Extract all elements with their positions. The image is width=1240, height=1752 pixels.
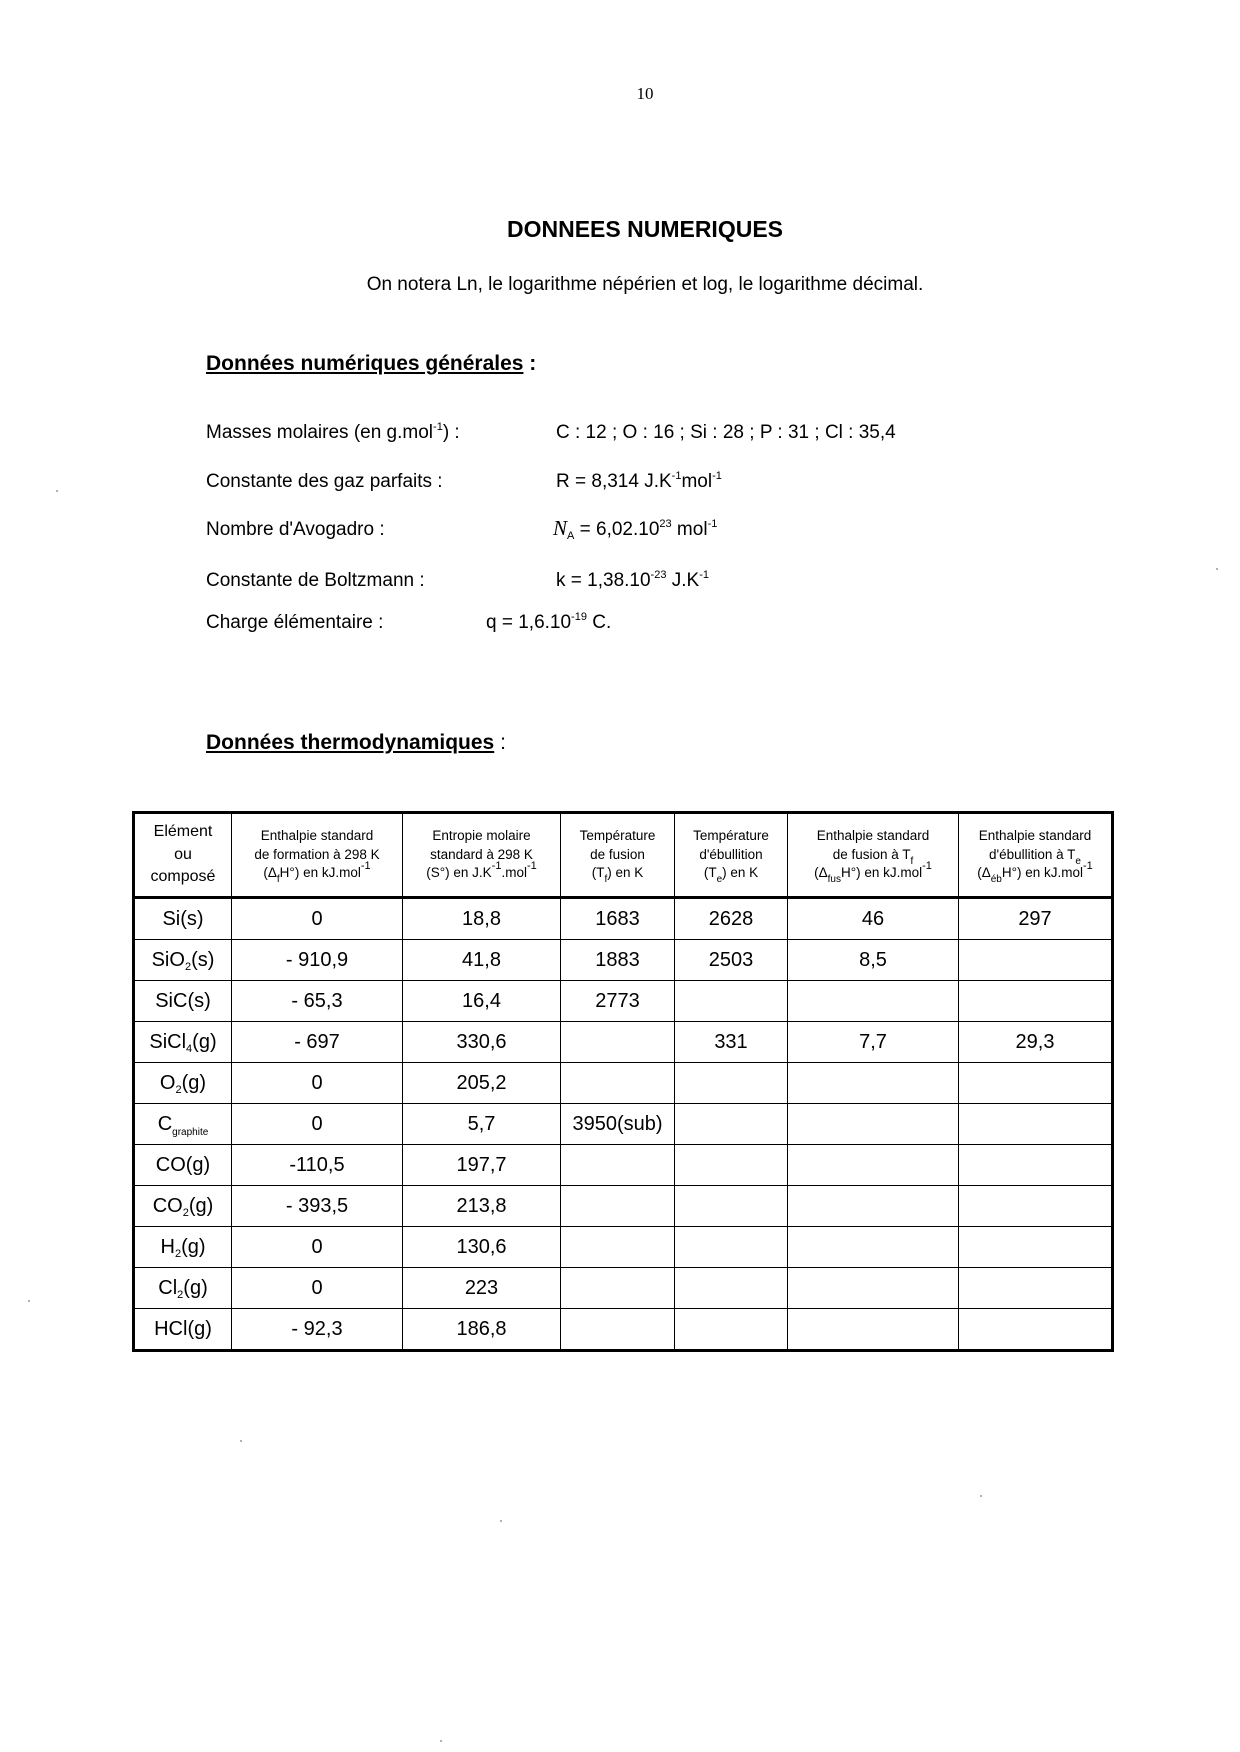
boiling-temperature-cell (675, 1309, 788, 1351)
scan-speck (980, 1495, 982, 1497)
boiling-temperature-cell (675, 1104, 788, 1145)
boiling-temperature-cell: 331 (675, 1022, 788, 1063)
formation-enthalpy-cell: -110,5 (232, 1145, 403, 1186)
compound-cell: $H_2(g)$ (134, 1227, 232, 1268)
formation-enthalpy-cell: 0 (232, 1104, 403, 1145)
header-molar-entropy: Entropie molaire standard à 298 K (S°) en $J.K^{-1}.mol^{-1}$ (403, 813, 561, 898)
compound-cell: SiCl$_4$(g) (134, 1022, 232, 1063)
fusion-temperature-cell (561, 1063, 675, 1104)
table-row (134, 1186, 1113, 1227)
fusion-temperature-cell: 2773 (561, 981, 675, 1022)
gas-constant-label: Constante des gaz parfaits : (206, 471, 443, 492)
molar-entropy-cell: 213,8 (403, 1186, 561, 1227)
formation-enthalpy-cell: - 910,9 (232, 940, 403, 981)
boiling-temperature-cell (675, 1145, 788, 1186)
boiling-enthalpy-cell (959, 940, 1113, 981)
thermodynamic-table (132, 811, 1114, 1352)
page-number: 10 (636, 84, 654, 103)
molar-entropy-cell: 41,8 (403, 940, 561, 981)
header-fusion-enthalpy: Enthalpie standard de fusion à $T_f$ $(\Delta_{fus}H^\circ)$ en kJ.mol$^{-1}$ (788, 813, 959, 898)
avogadro-value: $N_A = 6,02.10^{23}$ mol$^{-1}$ (553, 516, 718, 542)
boiling-enthalpy-cell: 29,3 (959, 1022, 1113, 1063)
molar-entropy-cell: 205,2 (403, 1063, 561, 1104)
molar-mass-value: C : 12 ; O : 16 ; Si : 28 ; P : 31 ; Cl : 35,4 (556, 422, 896, 443)
table-row (134, 940, 1113, 981)
header-formation-enthalpy: Enthalpie standard de formation à 298 K $(\Delta_fH^\circ)$ en kJ.mol$^{-1}$ (232, 813, 403, 898)
compound-cell: $O_2(g)$ (134, 1063, 232, 1104)
table-row (134, 1145, 1113, 1186)
fusion-temperature-cell (561, 1309, 675, 1351)
molar-entropy-cell: 223 (403, 1268, 561, 1309)
fusion-enthalpy-cell: 46 (788, 898, 959, 940)
molar-mass-label: Masses molaires (en g.mol$^{-1}$) : (206, 421, 460, 443)
formation-enthalpy-cell: 0 (232, 1268, 403, 1309)
formation-enthalpy-cell: - 92,3 (232, 1309, 403, 1351)
scan-speck (440, 1740, 442, 1742)
fusion-temperature-cell (561, 1268, 675, 1309)
compound-cell: SiO$_2$(s) (134, 940, 232, 981)
header-boiling-enthalpy: Enthalpie standard d'ébullition à $T_e$ $(\Delta_{éb}H^\circ)$ en kJ.mol$^{-1}$ (959, 813, 1113, 898)
boiling-enthalpy-cell (959, 1063, 1113, 1104)
table-row (134, 898, 1113, 940)
compound-cell: $CO_2(g)$ (134, 1186, 232, 1227)
table-row (134, 981, 1113, 1022)
scan-speck (500, 1520, 502, 1522)
boiling-temperature-cell (675, 1268, 788, 1309)
table-header-row (134, 813, 1113, 898)
header-boiling-temperature: Température d'ébullition $(T_e)$ en K (675, 813, 788, 898)
fusion-enthalpy-cell: 8,5 (788, 940, 959, 981)
fusion-enthalpy-cell (788, 1104, 959, 1145)
boiling-enthalpy-cell (959, 1186, 1113, 1227)
formation-enthalpy-cell: - 65,3 (232, 981, 403, 1022)
fusion-enthalpy-cell (788, 981, 959, 1022)
fusion-temperature-cell (561, 1022, 675, 1063)
scan-speck (1216, 568, 1218, 570)
formation-enthalpy-cell: 0 (232, 1227, 403, 1268)
boiling-temperature-cell (675, 1227, 788, 1268)
fusion-temperature-cell: 3950(sub) (561, 1104, 675, 1145)
boiling-enthalpy-cell (959, 1104, 1113, 1145)
compound-cell: $C_{graphite}$ (134, 1104, 232, 1145)
fusion-temperature-cell (561, 1186, 675, 1227)
thermo-data-heading: Données thermodynamiques : (206, 731, 506, 754)
boiling-enthalpy-cell (959, 1268, 1113, 1309)
boiling-temperature-cell (675, 1063, 788, 1104)
formation-enthalpy-cell: 0 (232, 898, 403, 940)
boiling-temperature-cell (675, 1186, 788, 1227)
molar-entropy-cell: 16,4 (403, 981, 561, 1022)
boiling-enthalpy-cell (959, 981, 1113, 1022)
fusion-enthalpy-cell: 7,7 (788, 1022, 959, 1063)
page-title: DONNEES NUMERIQUES (506, 216, 784, 242)
boiling-temperature-cell: 2628 (675, 898, 788, 940)
header-fusion-temperature: Température de fusion $(T_f)$ en K (561, 813, 675, 898)
fusion-enthalpy-cell (788, 1186, 959, 1227)
compound-cell: CO(g) (134, 1145, 232, 1186)
scan-speck (28, 1300, 30, 1302)
fusion-temperature-cell: 1683 (561, 898, 675, 940)
scan-speck (56, 490, 58, 492)
fusion-enthalpy-cell (788, 1063, 959, 1104)
table-row (134, 1227, 1113, 1268)
formation-enthalpy-cell: 0 (232, 1063, 403, 1104)
molar-entropy-cell: 5,7 (403, 1104, 561, 1145)
fusion-temperature-cell (561, 1227, 675, 1268)
compound-cell: Si(s) (134, 898, 232, 940)
boiling-temperature-cell (675, 981, 788, 1022)
table-row (134, 1104, 1113, 1145)
boiling-enthalpy-cell (959, 1227, 1113, 1268)
boiling-enthalpy-cell: 297 (959, 898, 1113, 940)
table-row (134, 1309, 1113, 1351)
fusion-temperature-cell: 1883 (561, 940, 675, 981)
fusion-temperature-cell (561, 1145, 675, 1186)
table-row (134, 1268, 1113, 1309)
boltzmann-value: $k = 1,38.10^{-23}$ $J.K^{-1}$ (556, 569, 709, 591)
fusion-enthalpy-cell (788, 1309, 959, 1351)
table-row (134, 1063, 1113, 1104)
boiling-enthalpy-cell (959, 1145, 1113, 1186)
elementary-charge-value: $q = 1,6.10^{-19}$ C. (486, 611, 612, 633)
scan-speck (240, 1440, 242, 1442)
compound-cell: HCl(g) (134, 1309, 232, 1351)
gas-constant-value: R = 8,314 $J.K^{-1}mol^{-1}$ (556, 470, 722, 492)
molar-entropy-cell: 18,8 (403, 898, 561, 940)
header-element: Elément ou composé (134, 813, 232, 898)
boltzmann-label: Constante de Boltzmann : (206, 570, 425, 591)
intro-text: On notera Ln, le logarithme népérien et log, le logarithme décimal. (366, 274, 924, 295)
molar-entropy-cell: 130,6 (403, 1227, 561, 1268)
formation-enthalpy-cell: - 393,5 (232, 1186, 403, 1227)
elementary-charge-label: Charge élémentaire : (206, 612, 384, 633)
boiling-temperature-cell: 2503 (675, 940, 788, 981)
avogadro-label: Nombre d'Avogadro : (206, 519, 385, 540)
formation-enthalpy-cell: - 697 (232, 1022, 403, 1063)
boiling-enthalpy-cell (959, 1309, 1113, 1351)
table-row (134, 1022, 1113, 1063)
compound-cell: $Cl_2(g)$ (134, 1268, 232, 1309)
molar-entropy-cell: 186,8 (403, 1309, 561, 1351)
fusion-enthalpy-cell (788, 1145, 959, 1186)
general-data-heading: Données numériques générales : (206, 352, 537, 375)
molar-entropy-cell: 330,6 (403, 1022, 561, 1063)
fusion-enthalpy-cell (788, 1227, 959, 1268)
fusion-enthalpy-cell (788, 1268, 959, 1309)
compound-cell: SiC(s) (134, 981, 232, 1022)
molar-entropy-cell: 197,7 (403, 1145, 561, 1186)
